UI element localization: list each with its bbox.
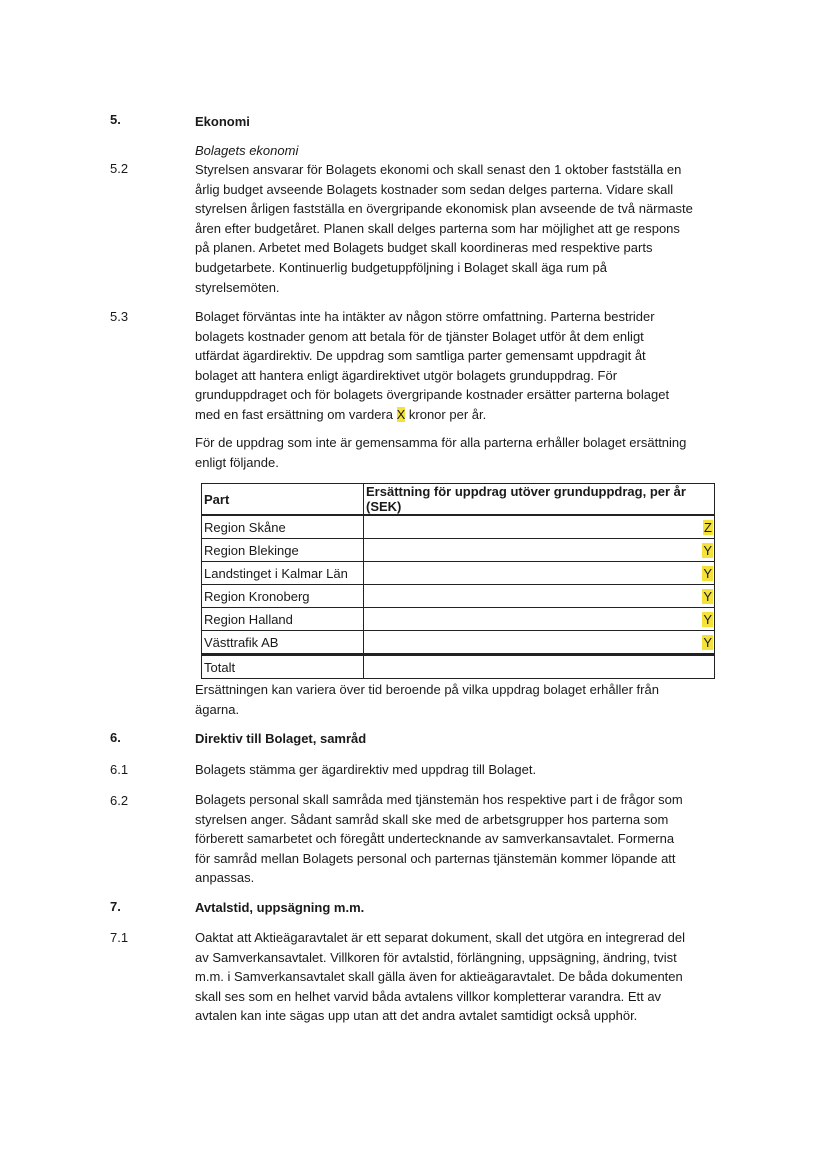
value-placeholder: Y [703, 588, 712, 604]
text-line: utfärdat ägardirektiv. De uppdrag som samtliga parter gemensamt uppdragit åt [195, 348, 646, 364]
text-line: enligt följande. [195, 454, 279, 470]
text-line: skall ses som en helhet varvid båda avtalens villkor kompletterar varandra. Ett av [195, 988, 662, 1004]
cell-total-label: Totalt [202, 655, 364, 679]
column-header-compensation: Ersättning för uppdrag utöver grunduppdrag, per år (SEK) [364, 484, 715, 516]
text-line: ägarna. [195, 701, 240, 717]
paragraph-number: 5.3 [110, 309, 129, 324]
paragraph-6-2 [195, 790, 720, 888]
text-line: förberett samarbetet och föregått undertecknande av samverkansavtalet. Formerna [195, 831, 675, 847]
section-title: Ekonomi [195, 114, 250, 129]
column-header-part: Part [202, 484, 364, 516]
text-line: Styrelsen ansvarar för Bolagets ekonomi och skall senast den 1 oktober fastställa en [195, 162, 682, 177]
cell-value [364, 631, 715, 655]
cell-part: Region Skåne [202, 515, 364, 539]
text-line: För de uppdrag som inte är gemensamma för alla parterna erhåller bolaget ersättning [195, 435, 687, 450]
paragraph-number: 5.2 [110, 161, 129, 176]
text-line: grunduppdraget och för bolagets övergripande kostnader ersätter parterna bolaget [195, 387, 670, 403]
text-line: Bolagets stämma ger ägardirektiv med uppdrag till Bolaget. [195, 762, 537, 777]
table-row [202, 562, 715, 585]
text-line: m.m. i Samverkansavtalet skall gälla även for aktieägaravtalet. De båda dokumenten [195, 969, 683, 985]
text-fragment: med en fast ersättning om vardera [195, 406, 397, 422]
text-line: på planen. Arbetet med Bolagets budget skall koordineras med respektive parts [195, 240, 653, 256]
text-line: Bolagets personal skall samråda med tjänstemän hos respektive part i de frågor som [195, 792, 683, 807]
paragraph-7-1 [195, 928, 720, 1026]
table-row [202, 608, 715, 631]
table-row [202, 539, 715, 562]
table-total-row [202, 655, 715, 679]
text-line: av Samverkansavtalet. Villkoren för avtalstid, förlängning, uppsägning, ändring, tvist [195, 949, 677, 965]
text-line: styrelsemöten. [195, 279, 280, 295]
value-placeholder: Y [703, 565, 712, 581]
cell-total-value [364, 655, 715, 679]
cell-part: Region Blekinge [202, 539, 364, 562]
text-line: bolaget att hantera enligt ägardirektivet utgör bolagets grunduppdrag. För [195, 367, 618, 383]
text-line: anpassas. [195, 870, 255, 886]
text-line: styrelsen anger. Sådant samråd skall ske med de arbetsgrupper hos parterna som [195, 811, 669, 827]
text-line: budgetarbete. Kontinuerlig budgetuppföljning i Bolaget skall äga rum på [195, 259, 607, 275]
compensation-table [201, 483, 715, 679]
value-placeholder: Y [703, 634, 712, 650]
cell-value [364, 585, 715, 608]
paragraph-5-3-continued [195, 433, 720, 472]
text-line: åren efter budgetåret. Planen skall delges parterna som har möjlighet att ge respons [195, 220, 680, 236]
placeholder-amount: X [396, 406, 406, 422]
cell-part: Västtrafik AB [202, 631, 364, 655]
section-number: 5. [110, 112, 121, 127]
section-number: 7. [110, 899, 121, 914]
table-row [202, 631, 715, 655]
paragraph-number: 6.2 [110, 793, 129, 808]
paragraph-5-3 [195, 307, 720, 425]
value-placeholder: Z [704, 519, 712, 535]
cell-value [364, 539, 715, 562]
paragraph-after-table [195, 680, 720, 719]
cell-value [364, 515, 715, 539]
section-title: Direktiv till Bolaget, samråd [195, 731, 367, 746]
section-number: 6. [110, 730, 121, 745]
text-line [195, 405, 720, 425]
table-row [202, 585, 715, 608]
text-line: Bolaget förväntas inte ha intäkter av någon större omfattning. Parterna bestrider [195, 309, 655, 324]
section-subtitle: Bolagets ekonomi [195, 143, 299, 158]
cell-part: Region Kronoberg [202, 585, 364, 608]
text-line: styrelsen årligen fastställa en övergripande ekonomisk plan avseende de två närmaste [195, 201, 693, 217]
text-fragment: kronor per år. [405, 406, 487, 422]
cell-value [364, 562, 715, 585]
cell-part: Landstinget i Kalmar Län [202, 562, 364, 585]
cell-value [364, 608, 715, 631]
text-line: bolagets kostnader genom att betala för de tjänster Bolaget utför åt dem enligt [195, 328, 644, 344]
table-row [202, 515, 715, 539]
paragraph-number: 6.1 [110, 762, 129, 777]
text-line: för samråd mellan Bolagets personal och parternas tjänstemän kommer löpande att [195, 850, 676, 866]
text-line: Oaktat att Aktieägaravtalet är ett separat dokument, skall det utgöra en integrerad del [195, 930, 685, 945]
section-title: Avtalstid, uppsägning m.m. [195, 900, 365, 915]
table-header-row [202, 484, 715, 516]
text-line: årlig budget avseende Bolagets kostnader som sedan delges parterna. Vidare skall [195, 181, 674, 197]
text-line: avtalen kan inte sägas upp utan att det andra avtalet samtidigt också upphör. [195, 1008, 638, 1024]
paragraph-number: 7.1 [110, 930, 129, 945]
text-line: Ersättningen kan variera över tid beroende på vilka uppdrag bolaget erhåller från [195, 682, 659, 697]
value-placeholder: Y [703, 542, 712, 558]
paragraph-6-1 [195, 760, 720, 780]
value-placeholder: Y [703, 611, 712, 627]
cell-part: Region Halland [202, 608, 364, 631]
paragraph-5-2 [195, 160, 720, 297]
